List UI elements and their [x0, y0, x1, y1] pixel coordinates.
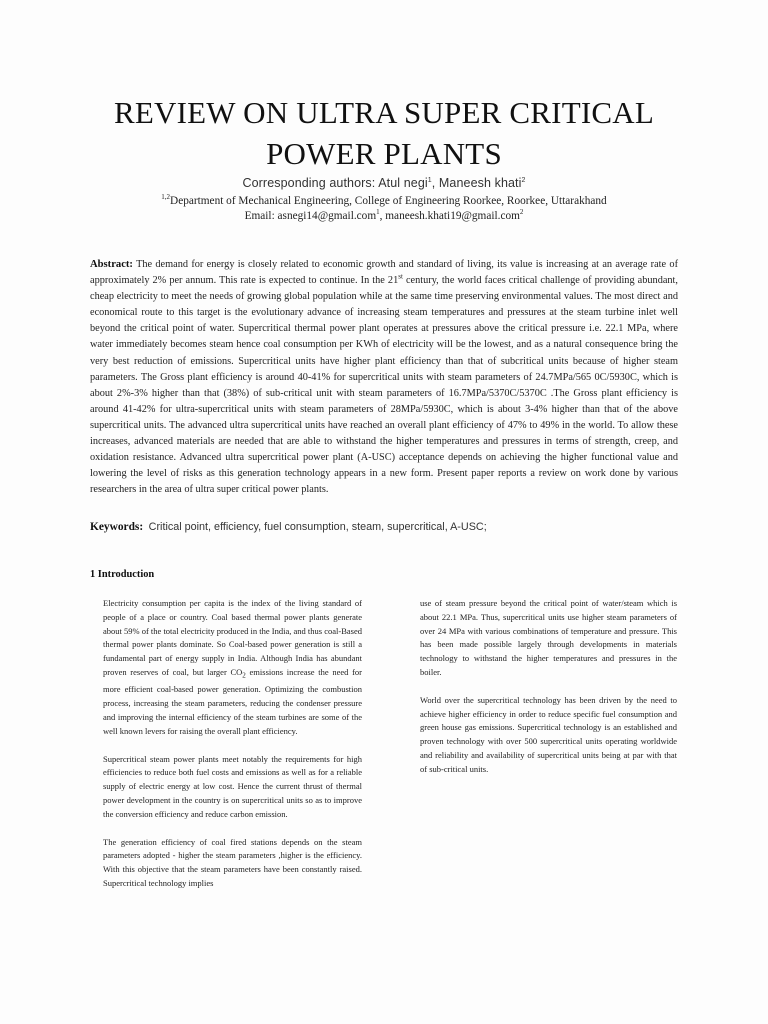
left-column [103, 597, 362, 891]
section-heading-introduction: 1 Introduction [90, 569, 155, 580]
co2-subscript: 2 [242, 671, 246, 680]
email-2: maneesh.khati19@gmail.com [385, 210, 520, 222]
abstract-text-2: century, the world faces critical challenge of providing abundant, cheap electricity to meet the needs of growing global population while at the same time preserving environmental values. The most direct and economical route to this target is the evolutionary advance of increasing steam temperatures and pressures at the steam turbine inlet well beyond the critical point of water. Supercritical thermal power plant operates at pressures above the critical pressure i.e. 22.1 MPa, where water immediately becomes steam hence coal consumption per KWh of electricity will be the lowest, and as a natural consequence bring the very best reduction of emissions. Supercritical units have higher plant efficiency than that of subcritical units because of higher steam parameters. The Gross plant efficiency is around 40-41% for supercritical units with steam parameters of 24.7MPa/565 0C/5930C, which is about 2%-3% higher than that (38%) of sub-critical unit with steam parameters of 16.7MPa/5370C/5370C .The Gross plant efficiency is around 41-42% for ultra-supercritical units with steam parameters of 28MPa/5930C, which is about 3-4% higher than that of the above supercritical units. The advanced ultra supercritical units have reached an overall plant efficiency of 47% to 49% in the world. To allow these increases, advanced materials are needed that are able to withstand the higher temperatures and pressures in terms of strength, creep, and oxidation resistance. Advanced ultra supercritical power plant (A-USC) acceptance depends on achieving the higher functional value and lowering the level of risks as this generation technology appears in a new form. Present paper reports a review on work done by various researchers in the area of ultra super critical power plants. [90, 275, 678, 496]
right-column [420, 597, 677, 777]
left-paragraph-3: The generation efficiency of coal fired stations depends on the steam parameters adopted - higher the steam parameters ,higher is the efficiency. With this objective that the steam parameters have been constantly raised. Supercritical technology implies [103, 836, 362, 889]
right-paragraph-2: World over the supercritical technology has been driven by the need to achieve higher efficiency in order to reduce specific fuel consumption and green house gas emissions. Supercritical technology is an established and proven technology with over 500 supercritical units operating worldwide and reliability and availability of supercritical units being at par with that of sub-critical units. [420, 694, 677, 774]
email-2-marker: 2 [519, 208, 524, 217]
left-paragraph-1 [103, 597, 362, 739]
left-p1-text-2: emissions increase the need for more efficient coal-based power generation. Optimizing the combustion process, increasing the steam parameters, reducing the condenser pressure and improving the internal efficiency of the steam turbines are some of the well known levers for raising the overall plant efficiency. [103, 666, 362, 736]
author-2-affil: 2 [521, 176, 526, 184]
title-line-1: REVIEW ON ULTRA SUPER CRITICAL [114, 95, 654, 130]
keywords-text: Critical point, efficiency, fuel consumption, steam, supercritical, A-USC; [148, 521, 487, 533]
author-2: Maneesh khati [438, 176, 522, 190]
affiliation-text: Department of Mechanical Engineering, College of Engineering Roorkee, Roorkee, Uttarakhand [170, 195, 607, 207]
abstract-label: Abstract: [90, 259, 133, 270]
author-separator: , [431, 176, 439, 190]
author-1-affil: 1 [427, 176, 432, 184]
title-line-2: POWER PLANTS [266, 136, 502, 171]
right-paragraph-1: use of steam pressure beyond the critical point of water/steam which is about 22.1 MPa. Thus, supercritical units use higher steam parameters of over 24 MPa with various combinations of temperature and pressure. This has been made possible largely through developments in materials technology to withstand the higher temperatures and pressures in the boiler. [420, 598, 677, 677]
authors-prefix: Corresponding authors: [242, 176, 379, 190]
email-label: Email: [244, 210, 278, 222]
keywords-label: Keywords: [90, 521, 144, 533]
email-line [0, 210, 768, 222]
email-1-marker: 1 [376, 208, 380, 217]
abstract-ordinal: st [398, 272, 403, 281]
paper-title [60, 92, 708, 174]
abstract-text-1: The demand for energy is closely related to economic growth and standard of living, its value is increasing at an average rate of approximately 2% per annum. This rate is expected to continue. In the 21 [90, 259, 678, 287]
affiliation-marker: 1,2 [161, 193, 171, 202]
email-1: asnegi14@gmail.com [277, 210, 377, 222]
authors-line [0, 176, 768, 190]
left-p1-text-1: Electricity consumption per capita is the index of the living standard of people of a place or country. Coal based thermal power plants generate about 59% of the total electricity produced in the India, and thus coal-Based thermal power plants dominate. So Coal-based power generation is still a fundamental part of energy supply in India. Although India has abundant proven reserves of coal, but larger CO [103, 598, 362, 677]
abstract [90, 257, 678, 498]
affiliation [0, 195, 768, 207]
author-1: Atul negi [378, 176, 428, 190]
email-separator: , [379, 210, 386, 222]
keywords [90, 521, 690, 533]
left-paragraph-2: Supercritical steam power plants meet notably the requirements for high efficiencies to reduce both fuel costs and emissions as well as for a reliable supply of electric energy at low cost. Hence the current thrust of thermal power development in the country is on supercritical units so as to improve the conversion efficiency and reduce carbon emission. [103, 753, 362, 819]
